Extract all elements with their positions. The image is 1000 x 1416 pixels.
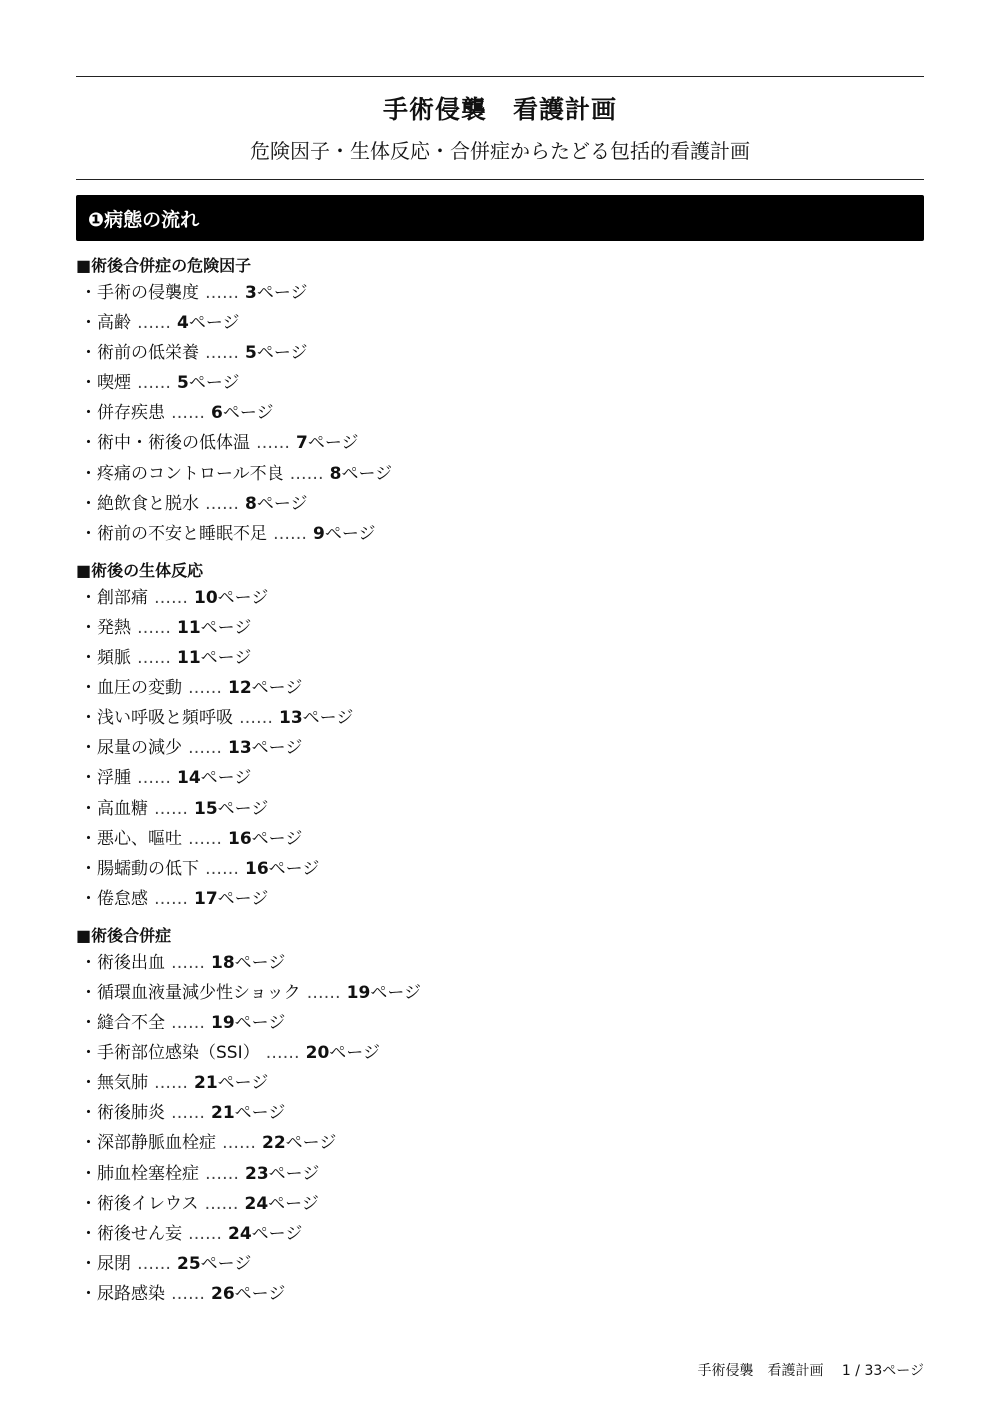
toc-page-suffix: ページ — [268, 1193, 319, 1214]
toc-leader-dots: …… — [171, 952, 205, 973]
toc-item-label: ・術後イレウス — [80, 1193, 199, 1214]
toc-page-number: 4 — [177, 313, 189, 334]
toc-leader-dots: …… — [256, 433, 290, 454]
toc-item — [76, 1189, 924, 1219]
toc-page-suffix: ページ — [222, 403, 274, 424]
toc-page-number: 21 — [211, 1103, 235, 1124]
toc-item-label: ・術後肺炎 — [80, 1103, 165, 1124]
toc-item — [76, 794, 924, 824]
toc-item — [76, 428, 924, 458]
toc-page-number: 22 — [262, 1133, 286, 1154]
toc-page-number: 8 — [245, 493, 257, 514]
toc-page-suffix: ページ — [200, 768, 252, 789]
toc-content — [76, 254, 924, 1309]
toc-page-number: 5 — [245, 343, 257, 364]
toc-page-suffix: ページ — [234, 1013, 286, 1034]
toc-list — [76, 948, 924, 1309]
toc-group — [76, 924, 924, 1309]
toc-item — [76, 703, 924, 733]
toc-leader-dots: …… — [205, 343, 239, 364]
toc-item — [76, 338, 924, 368]
toc-item-label: ・尿閉 — [80, 1253, 131, 1274]
toc-item — [76, 519, 924, 549]
toc-group — [76, 559, 924, 914]
toc-page-suffix: ページ — [285, 1133, 337, 1154]
toc-page-suffix: ページ — [324, 523, 376, 544]
toc-page-suffix: ページ — [234, 952, 286, 973]
toc-item-label: ・縫合不全 — [80, 1013, 165, 1034]
toc-leader-dots: …… — [171, 403, 205, 424]
toc-page-number: 24 — [244, 1193, 269, 1214]
toc-item — [76, 884, 924, 914]
section-header-bar — [76, 195, 924, 241]
toc-page-suffix: ページ — [217, 1073, 269, 1094]
toc-item-label: ・無気肺 — [80, 1073, 148, 1094]
group-heading: ■術後合併症 — [76, 925, 172, 945]
toc-leader-dots: …… — [154, 888, 188, 909]
toc-page-number: 24 — [228, 1223, 252, 1244]
document-title: 手術侵襲 看護計画 — [382, 95, 617, 124]
toc-item-label: ・頻脈 — [80, 648, 131, 669]
page-footer: 手術侵襲 看護計画 1 / 33ページ — [697, 1363, 924, 1379]
toc-item — [76, 643, 924, 673]
toc-leader-dots: …… — [137, 648, 171, 669]
toc-item — [76, 489, 924, 519]
toc-item — [76, 1128, 924, 1158]
toc-item-label: ・循環血液量減少性ショック — [80, 982, 301, 1003]
toc-item — [76, 308, 924, 338]
toc-item — [76, 1008, 924, 1038]
toc-page-suffix: ページ — [200, 1253, 252, 1274]
toc-item-label: ・尿路感染 — [80, 1283, 165, 1304]
toc-page-suffix: ページ — [251, 738, 303, 759]
toc-item-label: ・尿量の減少 — [80, 738, 182, 759]
toc-leader-dots: …… — [205, 858, 239, 879]
toc-leader-dots: …… — [137, 373, 171, 394]
toc-item — [76, 1068, 924, 1098]
toc-item — [76, 368, 924, 398]
toc-page-suffix: ページ — [188, 373, 240, 394]
toc-page-suffix: ページ — [329, 1043, 380, 1064]
toc-page-number: 14 — [177, 768, 201, 789]
toc-item — [76, 459, 924, 489]
toc-item — [76, 948, 924, 978]
toc-page-number: 5 — [177, 373, 189, 394]
toc-leader-dots: …… — [137, 768, 171, 789]
toc-item — [76, 278, 924, 308]
toc-item-label: ・疼痛のコントロール不良 — [80, 463, 284, 484]
toc-page-number: 11 — [177, 617, 201, 638]
toc-item — [76, 583, 924, 613]
toc-page-suffix: ページ — [251, 678, 303, 699]
toc-item-label: ・倦怠感 — [80, 888, 148, 909]
toc-item-label: ・術後出血 — [80, 952, 165, 973]
toc-leader-dots: …… — [273, 523, 307, 544]
toc-leader-dots: …… — [137, 1253, 171, 1274]
toc-page-number: 9 — [313, 523, 325, 544]
toc-page-number: 19 — [211, 1013, 235, 1034]
toc-item — [76, 1219, 924, 1249]
toc-page-suffix: ページ — [217, 587, 269, 608]
toc-item-label: ・術中・術後の低体温 — [80, 433, 250, 454]
header-divider — [76, 179, 924, 180]
toc-item-label: ・浅い呼吸と頻呼吸 — [80, 708, 233, 729]
toc-page-number: 17 — [194, 888, 218, 909]
toc-page-number: 8 — [329, 463, 342, 484]
toc-leader-dots: …… — [239, 708, 273, 729]
toc-leader-dots: …… — [154, 798, 188, 819]
toc-item — [76, 763, 924, 793]
toc-page-suffix: ページ — [268, 858, 320, 879]
toc-page-suffix: ページ — [370, 982, 422, 1003]
toc-page-number: 15 — [194, 798, 218, 819]
toc-leader-dots: …… — [171, 1013, 205, 1034]
toc-page-number: 23 — [245, 1163, 269, 1184]
toc-item-label: ・手術部位感染（SSI） — [80, 1043, 260, 1064]
toc-item — [76, 1249, 924, 1279]
toc-page-number: 21 — [194, 1073, 218, 1094]
top-divider — [76, 76, 924, 77]
toc-page-number: 26 — [211, 1283, 235, 1304]
toc-item-label: ・悪心、嘔吐 — [80, 828, 182, 849]
toc-page-number: 10 — [194, 587, 218, 608]
toc-page-number: 13 — [228, 738, 252, 759]
toc-item — [76, 978, 924, 1008]
toc-page-suffix: ページ — [217, 798, 269, 819]
toc-leader-dots: …… — [306, 982, 341, 1003]
toc-leader-dots: …… — [137, 313, 171, 334]
toc-page-number: 16 — [245, 858, 269, 879]
toc-leader-dots: …… — [154, 1073, 188, 1094]
toc-item-label: ・絶飲食と脱水 — [80, 493, 199, 514]
toc-leader-dots: …… — [205, 283, 239, 303]
toc-leader-dots: …… — [171, 1283, 205, 1304]
toc-item-label: ・術後せん妄 — [80, 1223, 182, 1244]
toc-item — [76, 854, 924, 884]
toc-page-suffix: ページ — [256, 343, 308, 364]
group-heading: ■術後の生体反応 — [76, 560, 204, 580]
toc-leader-dots: …… — [205, 1163, 239, 1184]
toc-item — [76, 1098, 924, 1128]
toc-page-number: 11 — [177, 648, 201, 669]
toc-page-suffix: ページ — [217, 888, 269, 909]
toc-page-suffix: ページ — [256, 493, 308, 514]
toc-item-label: ・高齢 — [80, 313, 131, 334]
toc-leader-dots: …… — [188, 738, 222, 759]
toc-page-number: 25 — [177, 1253, 201, 1274]
toc-item — [76, 1159, 924, 1189]
toc-leader-dots: …… — [154, 587, 188, 608]
toc-leader-dots: …… — [222, 1133, 256, 1154]
toc-item-label: ・発熱 — [80, 617, 131, 638]
toc-page-suffix: ページ — [302, 708, 354, 729]
toc-list — [76, 278, 924, 549]
toc-page-number: 7 — [296, 433, 308, 454]
toc-page-suffix: ページ — [200, 617, 252, 638]
toc-page-suffix: ページ — [188, 313, 240, 334]
toc-list — [76, 583, 924, 914]
toc-page-suffix: ページ — [341, 463, 393, 484]
toc-leader-dots: …… — [289, 463, 324, 484]
group-heading: ■術後合併症の危険因子 — [76, 256, 252, 275]
toc-item-label: ・腸蠕動の低下 — [80, 858, 199, 879]
toc-page-number: 13 — [279, 708, 303, 729]
toc-leader-dots: …… — [204, 1193, 239, 1214]
toc-leader-dots: …… — [265, 1043, 300, 1064]
toc-leader-dots: …… — [171, 1103, 205, 1124]
toc-item — [76, 673, 924, 703]
toc-item-label: ・創部痛 — [80, 587, 148, 608]
toc-leader-dots: …… — [137, 617, 171, 638]
toc-page-suffix: ページ — [268, 1163, 320, 1184]
toc-item-label: ・血圧の変動 — [80, 678, 182, 699]
toc-item — [76, 1038, 924, 1068]
toc-page-suffix: ページ — [307, 433, 359, 454]
toc-item-label: ・術前の低栄養 — [80, 343, 199, 364]
toc-item-label: ・高血糖 — [80, 798, 148, 819]
document-subtitle: 危険因子・生体反応・合併症からたどる包括的看護計画 — [250, 139, 750, 163]
toc-item-label: ・肺血栓塞栓症 — [80, 1163, 199, 1184]
toc-item-label: ・併存疾患 — [80, 403, 165, 424]
toc-item-label: ・喫煙 — [80, 373, 131, 394]
toc-page-suffix: ページ — [251, 1223, 303, 1244]
toc-item — [76, 613, 924, 643]
section-title: ❶病態の流れ — [88, 208, 200, 231]
toc-page-suffix: ページ — [256, 283, 308, 303]
toc-page-number: 18 — [211, 952, 235, 973]
toc-leader-dots: …… — [188, 1223, 222, 1244]
toc-page-number: 20 — [305, 1043, 330, 1064]
toc-page-number: 12 — [228, 678, 252, 699]
toc-leader-dots: …… — [188, 678, 222, 699]
toc-item-label: ・深部静脈血栓症 — [80, 1133, 216, 1154]
toc-item-label: ・術前の不安と睡眠不足 — [80, 523, 267, 544]
toc-item-label: ・手術の侵襲度 — [80, 283, 199, 303]
toc-page-suffix: ページ — [200, 648, 252, 669]
toc-group — [76, 254, 924, 549]
toc-leader-dots: …… — [188, 828, 222, 849]
toc-item-label: ・浮腫 — [80, 768, 131, 789]
toc-item — [76, 398, 924, 428]
toc-page-suffix: ページ — [251, 828, 303, 849]
toc-item — [76, 733, 924, 763]
toc-item — [76, 1279, 924, 1309]
toc-page-suffix: ページ — [234, 1283, 286, 1304]
toc-page-suffix: ページ — [234, 1103, 286, 1124]
toc-item — [76, 824, 924, 854]
toc-page-number: 19 — [346, 982, 371, 1003]
toc-page-number: 3 — [245, 283, 257, 303]
toc-page-number: 16 — [228, 828, 252, 849]
toc-page-number: 6 — [211, 403, 223, 424]
toc-leader-dots: …… — [205, 493, 239, 514]
